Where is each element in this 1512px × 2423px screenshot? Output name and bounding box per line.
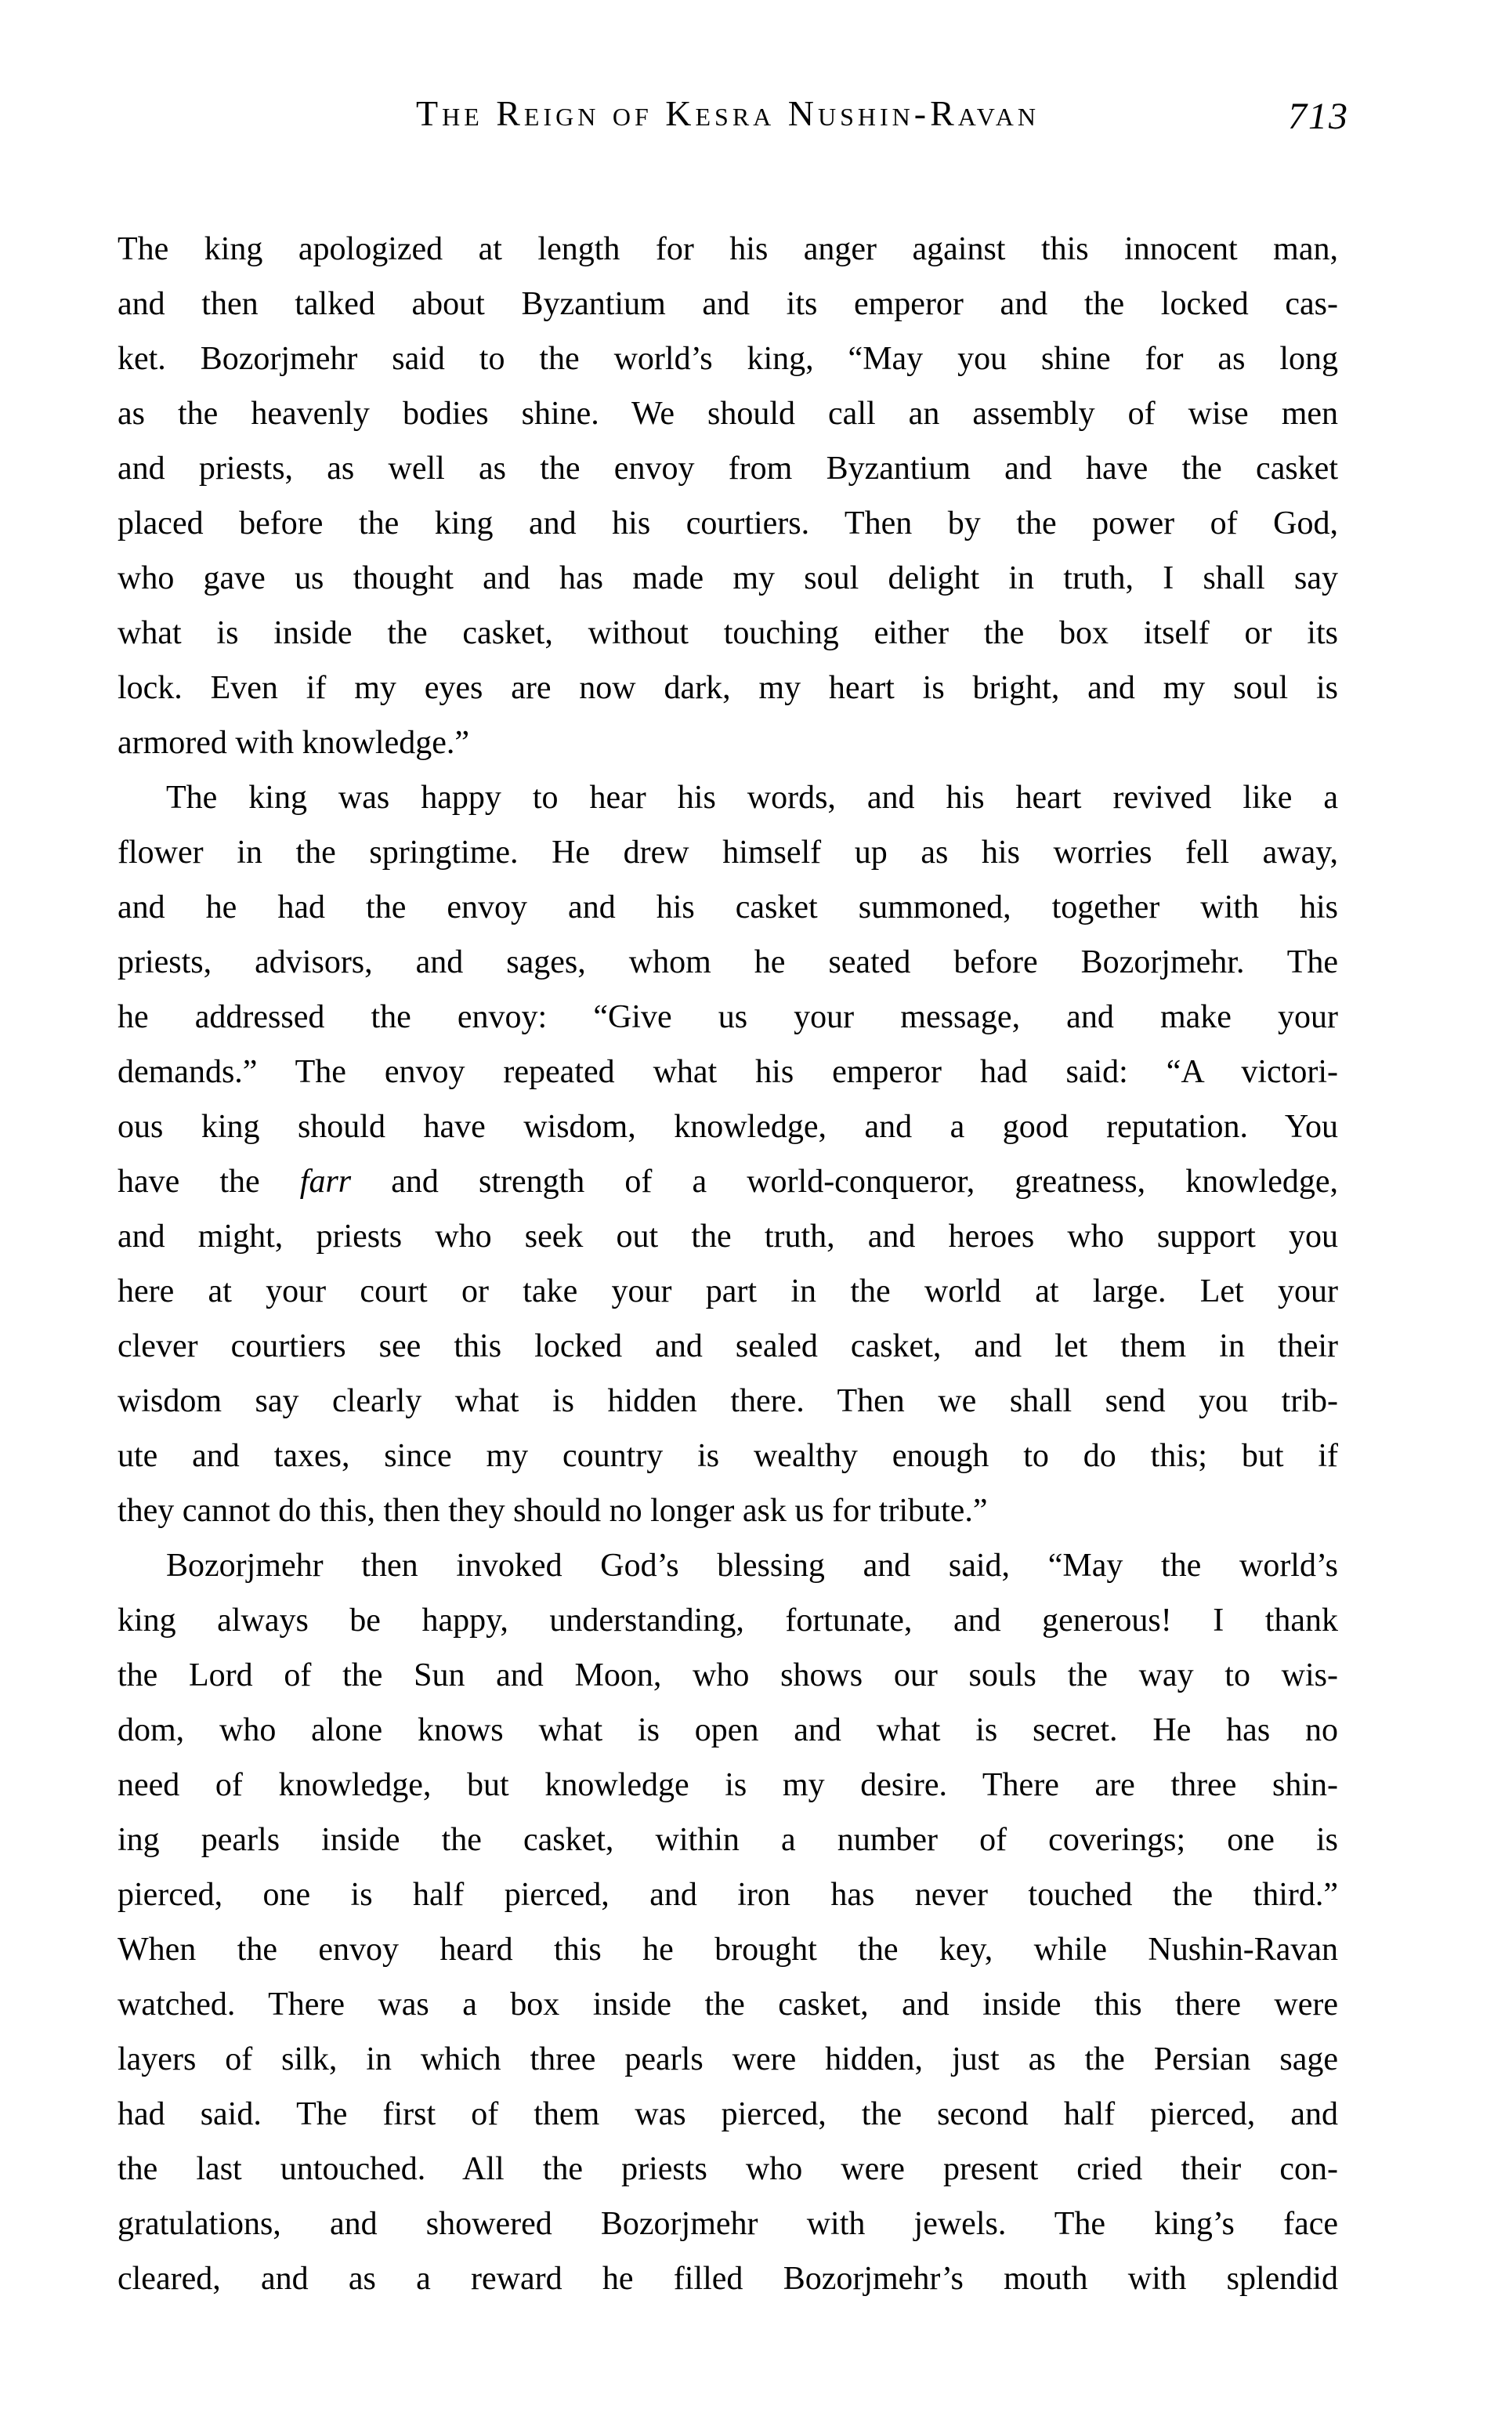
text-line: wisdom say clearly what is hidden there. Then we shall send you trib- xyxy=(118,1383,1338,1419)
text-line: and might, priests who seek out the truth, and heroes who support you xyxy=(118,1219,1338,1255)
text-line: ous king should have wisdom, knowledge, and a good reputation. You xyxy=(118,1109,1338,1145)
text-line: king always be happy, understanding, fortunate, and generous! I thank xyxy=(118,1603,1338,1639)
text-segment: have the xyxy=(118,1164,300,1200)
text-line: lock. Even if my eyes are now dark, my heart is bright, and my soul is xyxy=(118,670,1338,706)
body-text xyxy=(118,222,1338,2306)
text-line: need of knowledge, but knowledge is my desire. There are three shin- xyxy=(118,1767,1338,1803)
text-line: the Lord of the Sun and Moon, who shows our souls the way to wis- xyxy=(118,1657,1338,1693)
text-line: clever courtiers see this locked and sealed casket, and let them in their xyxy=(118,1328,1338,1364)
running-header-title: The Reign of Kesra Nushin-Ravan xyxy=(416,93,1040,133)
text-line: layers of silk, in which three pearls were hidden, just as the Persian sage xyxy=(118,2041,1338,2077)
text-line: dom, who alone knows what is open and what is secret. He has no xyxy=(118,1712,1338,1748)
text-line: they cannot do this, then they should no longer ask us for tribute.” xyxy=(118,1493,988,1529)
text-line: cleared, and as a reward he filled Bozorjmehr’s mouth with splendid xyxy=(118,2261,1338,2297)
text-line: When the envoy heard this he brought the key, while Nushin-Ravan xyxy=(118,1932,1338,1968)
text-line: gratulations, and showered Bozorjmehr with jewels. The king’s face xyxy=(118,2206,1338,2242)
text-line: and he had the envoy and his casket summoned, together with his xyxy=(118,889,1338,925)
text-line: what is inside the casket, without touching either the box itself or its xyxy=(118,615,1338,651)
text-line: and then talked about Byzantium and its emperor and the locked cas- xyxy=(118,286,1338,322)
text-segment: and strength of a world-conqueror, greatness, knowledge, xyxy=(351,1164,1339,1200)
text-line: Bozorjmehr then invoked God’s blessing and said, “May the world’s xyxy=(166,1548,1338,1584)
text-line: as the heavenly bodies shine. We should call an assembly of wise men xyxy=(118,396,1338,432)
text-line: he addressed the envoy: “Give us your message, and make your xyxy=(118,999,1338,1035)
text-line: had said. The first of them was pierced, the second half pierced, and xyxy=(118,2096,1338,2132)
farr-italic: farr xyxy=(299,1164,352,1200)
text-line: and priests, as well as the envoy from Byzantium and have the casket xyxy=(118,451,1338,487)
text-line: priests, advisors, and sages, whom he seated before Bozorjmehr. The xyxy=(118,944,1338,980)
page-number: 713 xyxy=(1288,96,1349,137)
text-line: placed before the king and his courtiers. Then by the power of God, xyxy=(118,505,1338,541)
text-line: watched. There was a box inside the casket, and inside this there were xyxy=(118,1987,1338,2023)
text-line: demands.” The envoy repeated what his emperor had said: “A victori- xyxy=(118,1054,1338,1090)
text-line: the last untouched. All the priests who were present cried their con- xyxy=(118,2151,1338,2187)
text-line: here at your court or take your part in the world at large. Let your xyxy=(118,1273,1338,1309)
text-line: pierced, one is half pierced, and iron has never touched the third.” xyxy=(118,1877,1338,1913)
text-line: flower in the springtime. He drew himself up as his worries fell away, xyxy=(118,835,1338,871)
text-line xyxy=(118,1154,1338,1209)
text-line: ket. Bozorjmehr said to the world’s king, “May you shine for as long xyxy=(118,341,1338,377)
text-line: The king was happy to hear his words, and his heart revived like a xyxy=(166,780,1338,816)
text-line: who gave us thought and has made my soul delight in truth, I shall say xyxy=(118,560,1338,596)
text-line: ute and taxes, since my country is wealthy enough to do this; but if xyxy=(118,1438,1338,1474)
text-line: The king apologized at length for his anger against this innocent man, xyxy=(118,231,1338,267)
text-line: armored with knowledge.” xyxy=(118,725,470,761)
text-line: ing pearls inside the casket, within a number of coverings; one is xyxy=(118,1822,1338,1858)
